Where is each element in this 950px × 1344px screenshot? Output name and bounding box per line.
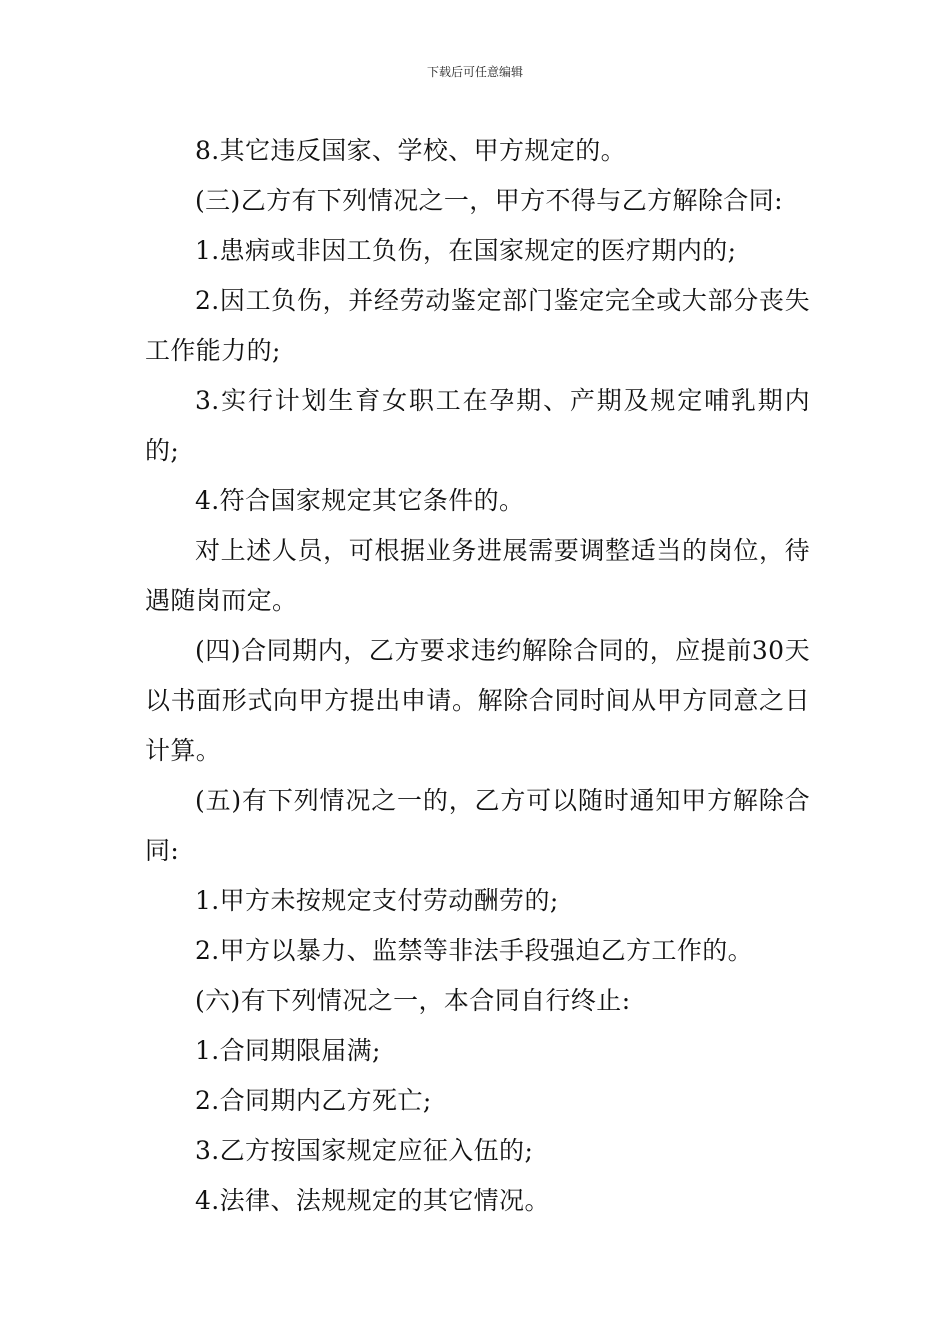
paragraph-section-3-item-1: 1.患病或非因工负伤，在国家规定的医疗期内的; [195, 236, 737, 265]
paragraph-section-5-heading: (五)有下列情况之一的，乙方可以随时通知甲方解除合同: [145, 786, 810, 865]
paragraph-section-6-item-2: 2.合同期内乙方死亡; [195, 1086, 432, 1115]
paragraph-section-6-item-3: 3.乙方按国家规定应征入伍的; [195, 1136, 534, 1165]
paragraph-section-6-heading: (六)有下列情况之一，本合同自行终止: [195, 986, 631, 1015]
paragraph-section-3-heading: (三)乙方有下列情况之一，甲方不得与乙方解除合同: [195, 186, 783, 215]
paragraph-section-3-item-2: 2.因工负伤，并经劳动鉴定部门鉴定完全或大部分丧失工作能力的; [145, 286, 810, 365]
paragraph-section-5-item-2: 2.甲方以暴力、监禁等非法手段强迫乙方工作的。 [195, 936, 754, 965]
paragraph-section-6-item-4: 4.法律、法规规定的其它情况。 [195, 1186, 550, 1215]
document-body [145, 126, 810, 1226]
paragraph-item-8-other-violations: 8.其它违反国家、学校、甲方规定的。 [195, 136, 627, 165]
paragraph-section-3-note: 对上述人员，可根据业务进展需要调整适当的岗位，待遇随岗而定。 [145, 536, 810, 615]
paragraph-section-5-item-1: 1.甲方未按规定支付劳动酬劳的; [195, 886, 559, 915]
paragraph-section-3-item-3: 3.实行计划生育女职工在孕期、产期及规定哺乳期内的; [145, 386, 810, 465]
paragraph-section-3-item-4: 4.符合国家规定其它条件的。 [195, 486, 525, 515]
page-header: 下载后可任意编辑 [426, 65, 523, 79]
paragraph-section-4: (四)合同期内，乙方要求违约解除合同的，应提前30天以书面形式向甲方提出申请。解除合同时间从甲方同意之日计算。 [145, 636, 810, 765]
paragraph-section-6-item-1: 1.合同期限届满; [195, 1036, 381, 1065]
